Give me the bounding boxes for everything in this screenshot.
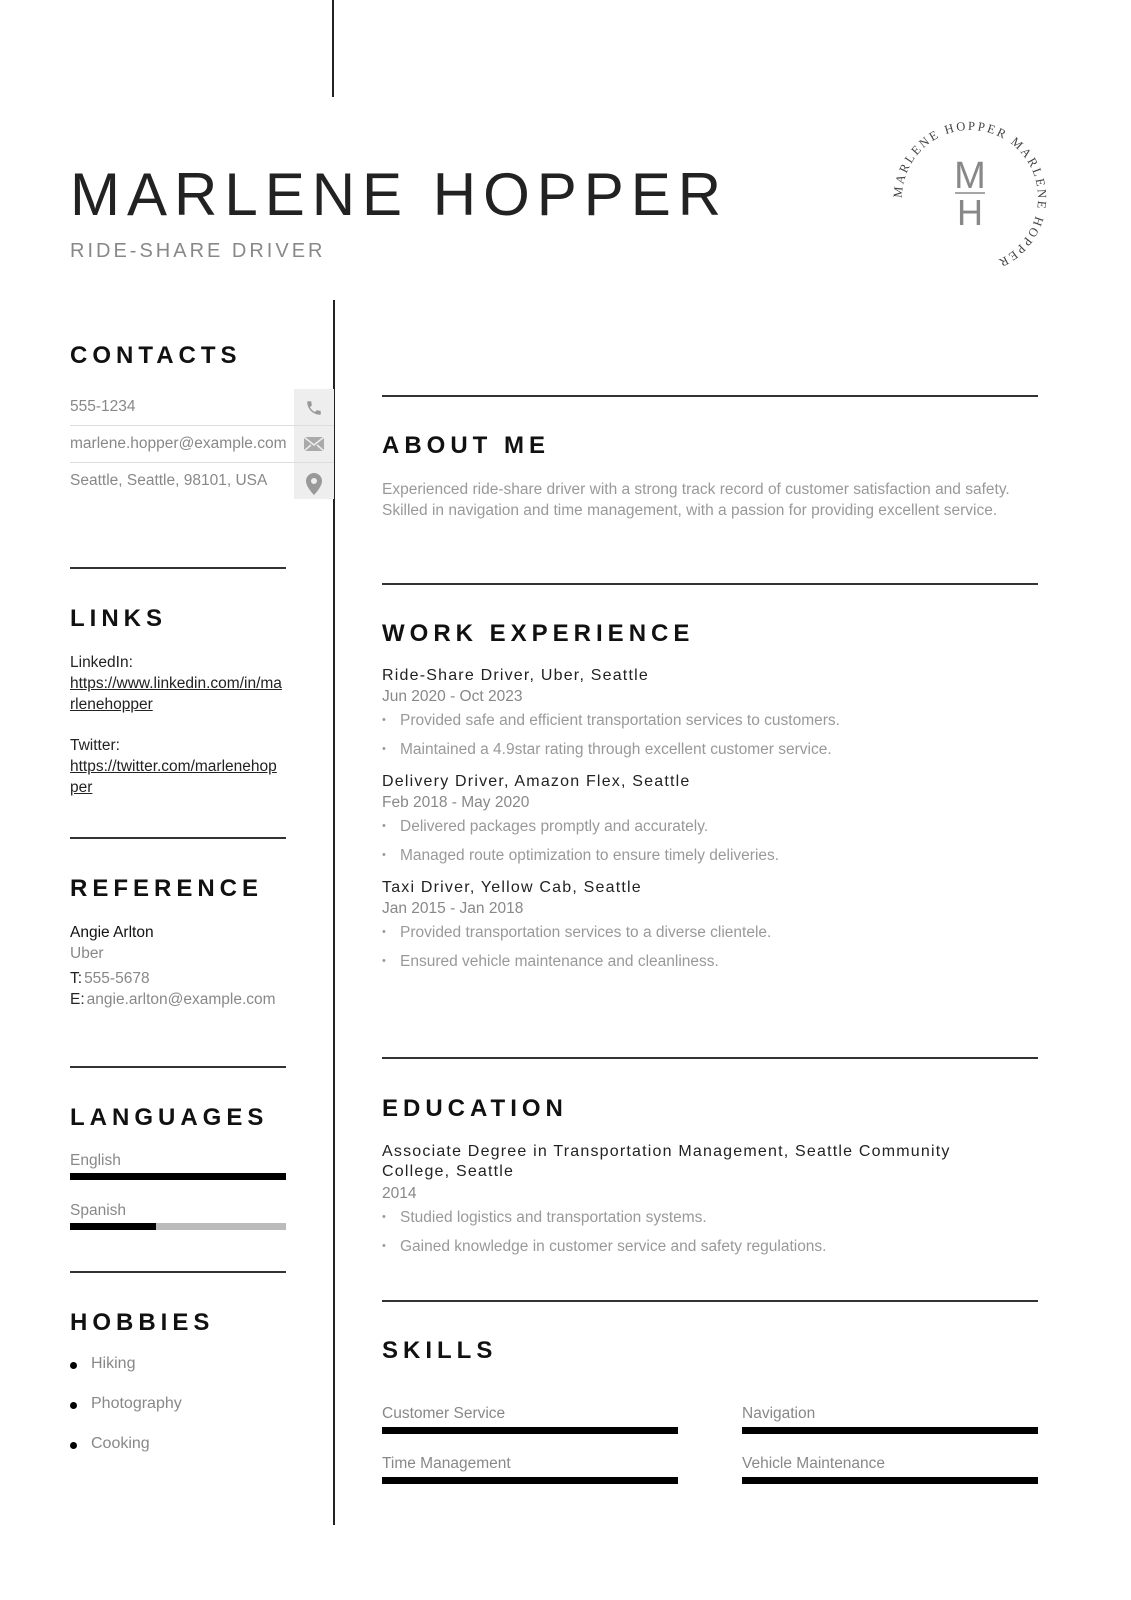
divider [382,395,1038,397]
skill-name: Navigation [742,1405,816,1422]
job-entry [382,773,1038,865]
language-level-bar [70,1173,286,1180]
work-list [382,667,1038,982]
email-label: E: [70,991,85,1008]
education-bullet: • Studied logistics and transportation systems. [382,1209,1038,1227]
location-pin-icon [294,463,334,499]
svg-text:M: M [954,155,986,197]
hobbies-heading: HOBBIES [70,1309,215,1336]
reference-phone: 555-5678 [84,970,150,987]
hobby-item: Hiking [70,1355,182,1373]
divider [70,567,286,569]
language-name: Spanish [70,1202,127,1219]
job-dates: Jun 2020 - Oct 2023 [382,688,523,705]
linkedin-label: LinkedIn: [70,654,133,671]
svg-text:H: H [957,192,983,233]
job-bullet: • Delivered packages promptly and accurately. [382,818,1038,836]
skill-level-bar [742,1477,1038,1484]
about-text: Experienced ride-share driver with a strong track record of customer satisfaction and safety. Skilled in navigation and time management, with a passion for providing excellent service. [382,481,1010,519]
skill-level-bar [382,1427,678,1434]
linkedin-link[interactable]: https://www.linkedin.com/in/marlenehopper [70,675,282,713]
job-bullet: • Provided safe and efficient transportation services to customers. [382,712,1038,730]
twitter-link[interactable]: https://twitter.com/marlenehopper [70,758,277,796]
degree-title: Associate Degree in Transportation Management, Seattle Community College, Seattle [382,1143,951,1180]
job-entry [382,879,1038,971]
divider [382,583,1038,585]
skills-heading: SKILLS [382,1337,498,1364]
monogram-logo [885,113,1055,283]
job-bullet: • Provided transportation services to a diverse clientele. [382,924,1038,942]
hobbies-list [70,1355,182,1475]
contact-email [70,426,334,463]
reference-company: Uber [70,945,104,962]
divider [70,837,286,839]
education-bullet: • Gained knowledge in customer service and safety regulations. [382,1238,1038,1256]
level-fill [742,1427,1038,1434]
reference-heading: REFERENCE [70,875,264,902]
skill-item [742,1455,1038,1484]
phone-label: T: [70,970,83,987]
language-spanish [70,1200,286,1230]
contact-address [70,463,334,499]
job-dates: Jan 2015 - Jan 2018 [382,900,524,917]
contacts-heading: CONTACTS [70,342,242,369]
level-fill [70,1173,286,1180]
skill-level-bar [382,1477,678,1484]
job-entry [382,667,1038,759]
level-fill [382,1427,678,1434]
email-text: marlene.hopper@example.com [70,435,287,452]
language-level-bar [70,1223,286,1230]
skill-item [742,1405,1038,1434]
level-fill [382,1477,678,1484]
phone-icon [294,389,334,425]
links-heading: LINKS [70,605,167,632]
envelope-icon [294,426,334,462]
divider [70,1066,286,1068]
divider [382,1300,1038,1302]
skill-item [382,1405,678,1434]
reference-name: Angie Arlton [70,924,154,941]
about-heading: ABOUT ME [382,432,550,459]
links-list [70,652,282,798]
work-heading: WORK EXPERIENCE [382,620,695,647]
job-dates: Feb 2018 - May 2020 [382,794,530,811]
reference-block [70,922,280,1010]
reference-email: angie.arlton@example.com [86,991,276,1008]
skill-name: Time Management [382,1455,511,1472]
education-heading: EDUCATION [382,1095,568,1122]
divider [382,1057,1038,1059]
job-title: RIDE-SHARE DRIVER [70,240,326,262]
job-title: Ride-Share Driver, Uber, Seattle [382,667,649,684]
education-year: 2014 [382,1185,417,1202]
job-bullet: • Managed route optimization to ensure timely deliveries. [382,847,1038,865]
level-fill [742,1477,1038,1484]
skill-name: Vehicle Maintenance [742,1455,886,1472]
job-bullet: • Ensured vehicle maintenance and cleanliness. [382,953,1038,971]
level-fill [70,1223,156,1230]
contact-phone [70,389,334,426]
svg-text:MARLENE HOPPER MARLENE HOPPER: MARLENE HOPPER MARLENE HOPPER [890,118,1050,271]
job-title: Delivery Driver, Amazon Flex, Seattle [382,773,691,790]
contacts-list [70,389,334,499]
language-english [70,1150,286,1180]
language-name: English [70,1152,121,1169]
divider [70,1271,286,1273]
skill-item [382,1455,678,1484]
hobby-item: Photography [70,1395,182,1413]
job-bullet: • Maintained a 4.9star rating through excellent customer service. [382,741,1038,759]
top-divider-line [332,0,334,97]
skill-name: Customer Service [382,1405,506,1422]
twitter-label: Twitter: [70,737,120,754]
education-entry [382,1142,1038,1267]
address-text: Seattle, Seattle, 98101, USA [70,472,268,489]
hobby-item: Cooking [70,1435,182,1453]
job-title: Taxi Driver, Yellow Cab, Seattle [382,879,642,896]
phone-text: 555-1234 [70,398,136,415]
skill-level-bar [742,1427,1038,1434]
candidate-name: MARLENE HOPPER [70,161,729,228]
languages-heading: LANGUAGES [70,1104,269,1131]
